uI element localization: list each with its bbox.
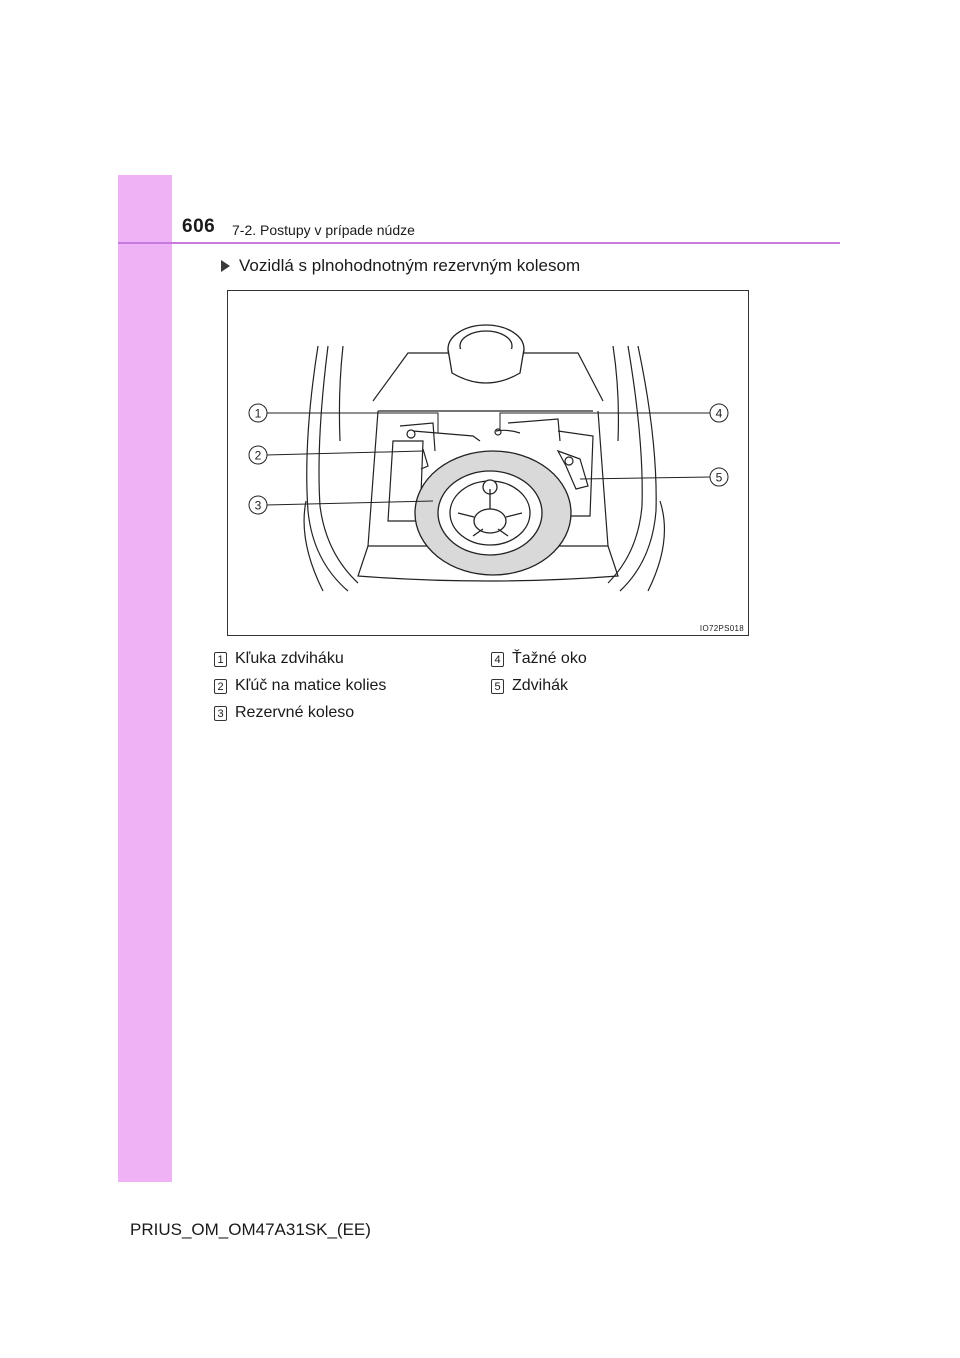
legend-item-1	[214, 650, 344, 668]
page-number: 606	[182, 216, 216, 237]
legend-item-3	[214, 704, 354, 722]
subheading-text: Vozidlá s plnohodnotným rezervným kolesom	[239, 256, 581, 275]
legend-item-4	[491, 650, 587, 668]
callout-5: 5	[715, 470, 723, 485]
footer-doc-code: PRIUS_OM_OM47A31SK_(EE)	[130, 1220, 371, 1239]
legend-badge: 1	[214, 652, 227, 667]
figure-code: IO72PS018	[699, 624, 744, 633]
legend-badge: 3	[214, 706, 227, 721]
legend-label: Kľúč na matice kolies	[235, 677, 387, 694]
trunk-illustration	[227, 290, 749, 636]
header-rule	[118, 242, 840, 244]
callout-3: 3	[254, 498, 262, 513]
subheading	[221, 256, 580, 276]
section-title: 7-2. Postupy v prípade núdze	[232, 222, 415, 238]
legend-label: Rezervné koleso	[235, 704, 355, 721]
legend-label: Zdvihák	[512, 677, 569, 694]
legend-label: Kľuka zdviháku	[235, 650, 344, 667]
legend-item-2	[214, 677, 386, 695]
callout-1: 1	[254, 406, 262, 421]
triangle-bullet-icon	[221, 260, 230, 272]
callout-2: 2	[254, 448, 262, 463]
legend-badge: 2	[214, 679, 227, 694]
callout-4: 4	[715, 406, 723, 421]
legend-item-5	[491, 677, 568, 695]
legend-badge: 4	[491, 652, 504, 667]
legend-badge: 5	[491, 679, 504, 694]
trunk-drawing	[228, 291, 748, 635]
chapter-side-tab	[118, 175, 172, 1182]
legend-label: Ťažné oko	[512, 650, 587, 667]
